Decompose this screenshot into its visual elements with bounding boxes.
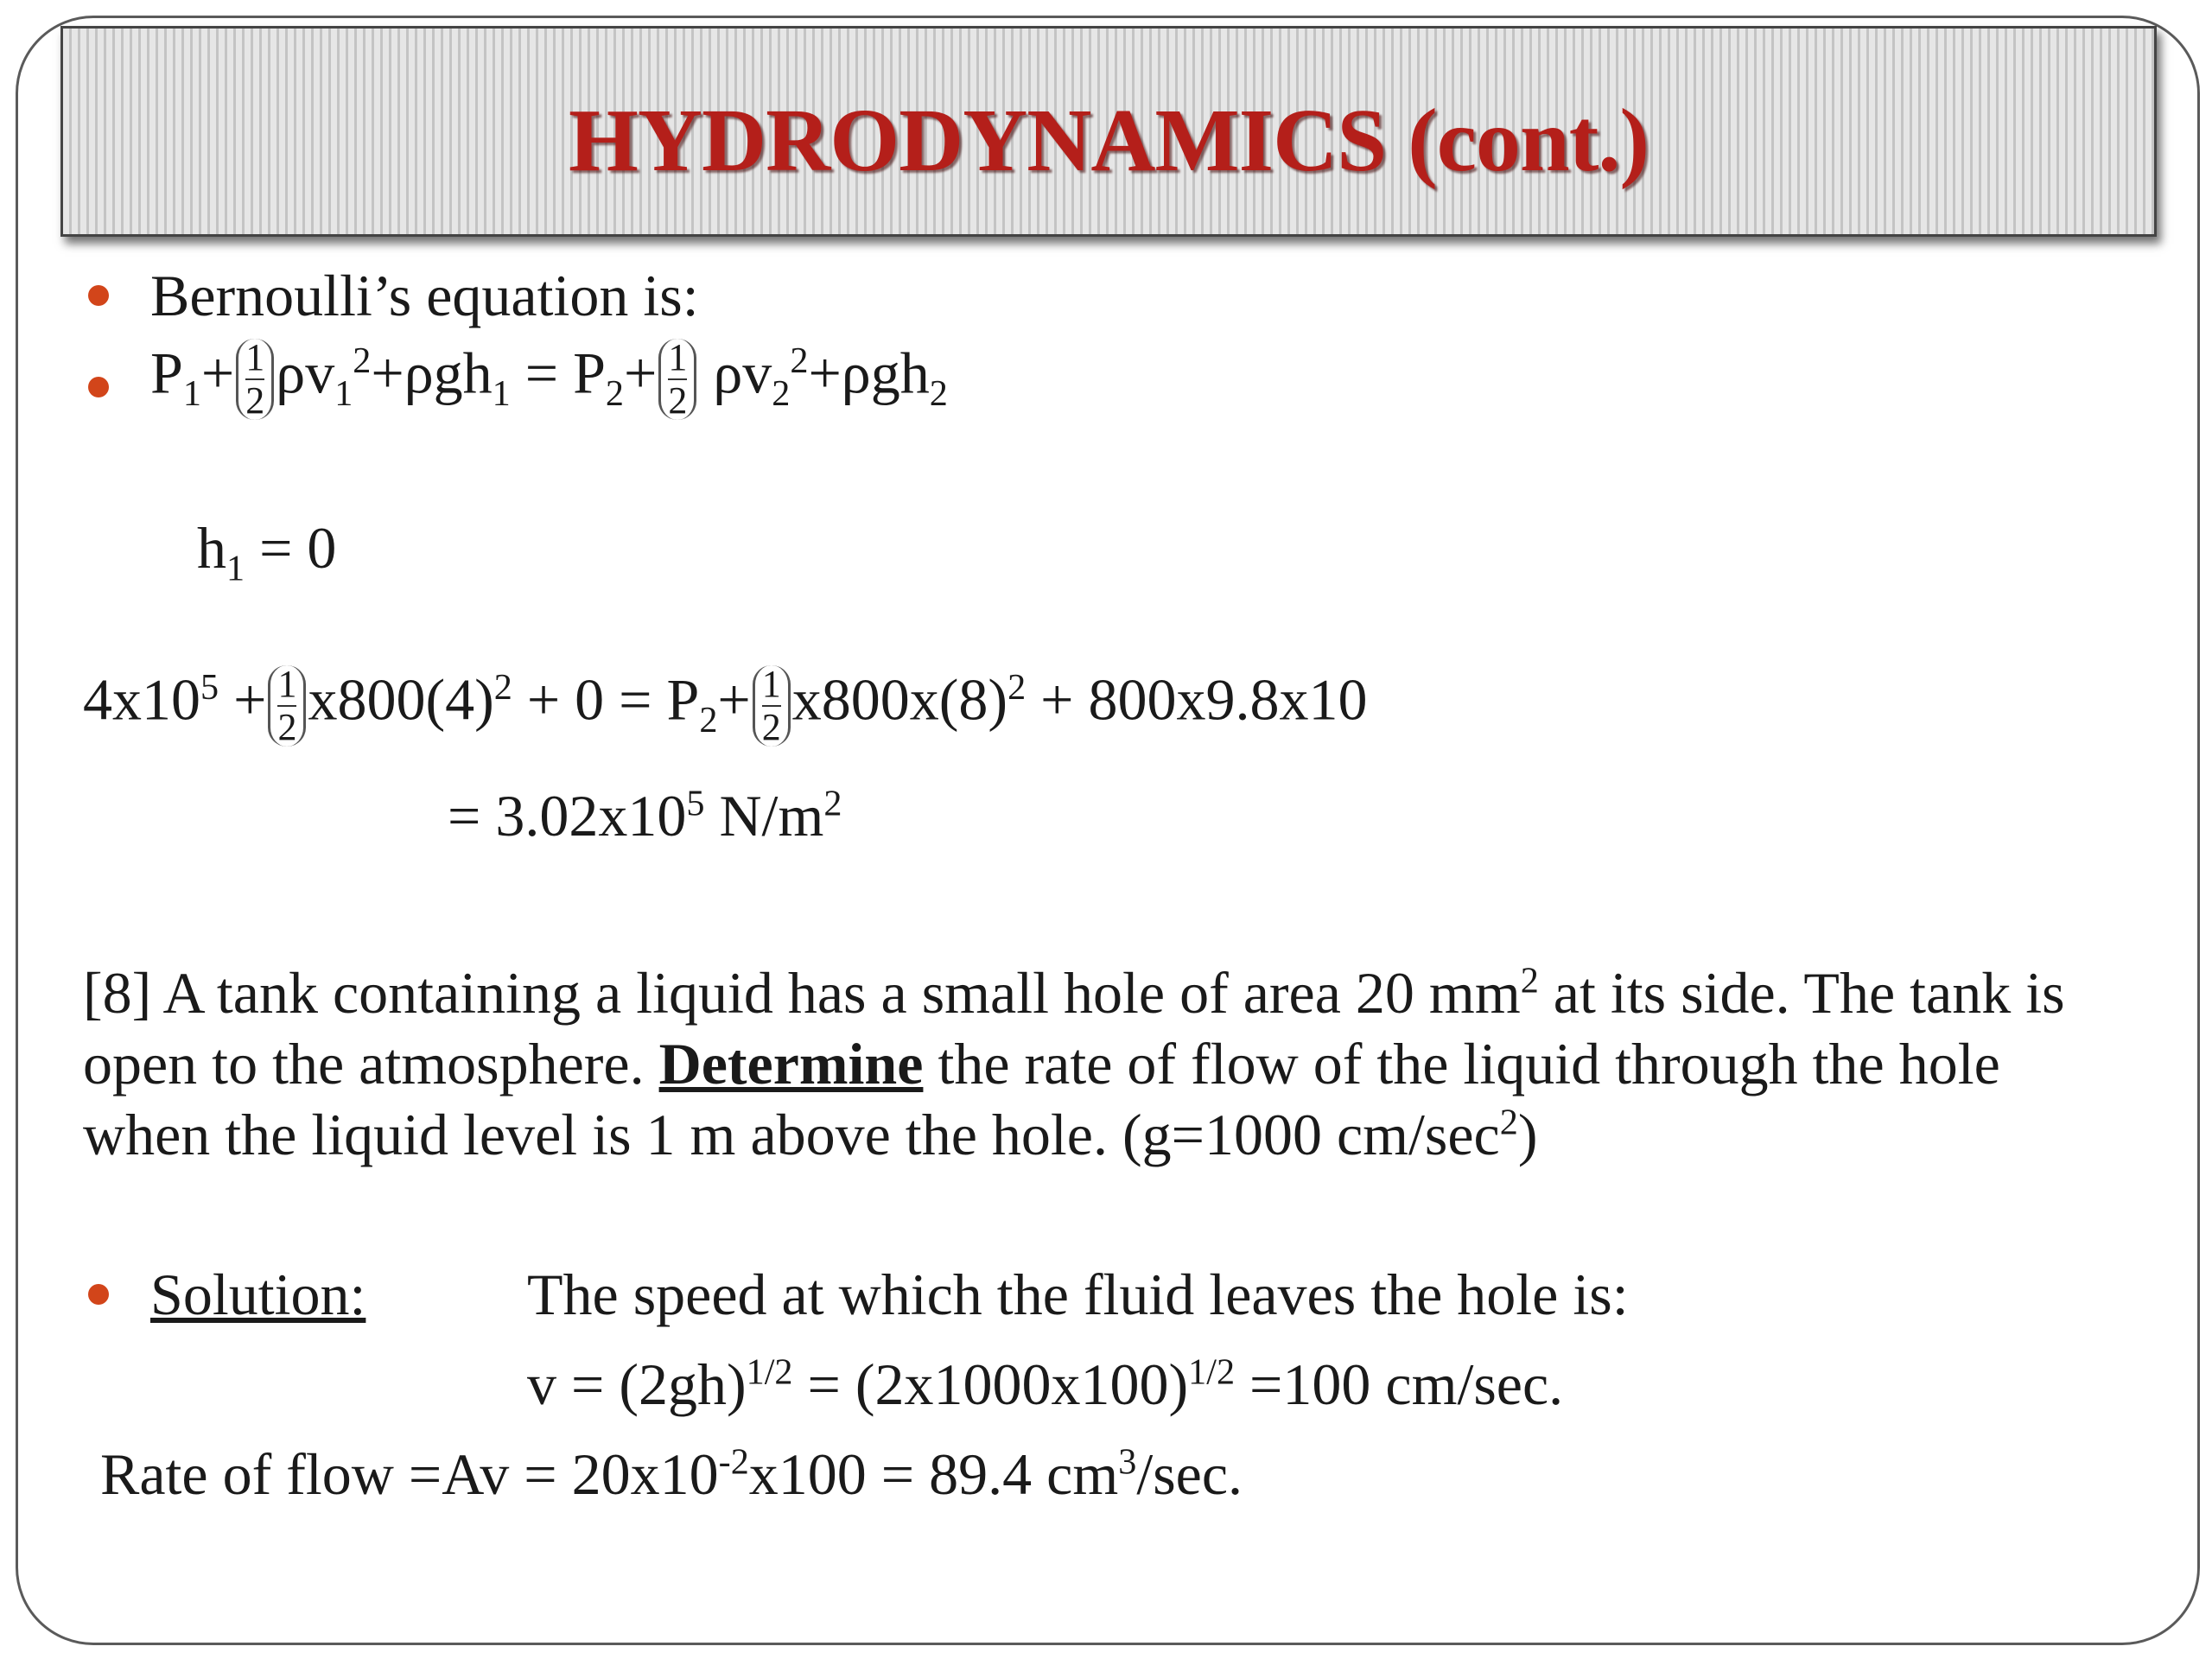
bullet-dot xyxy=(88,285,109,306)
fraction-half: $\frac{1}{2}$ xyxy=(658,339,696,420)
determine-keyword: Determine xyxy=(658,1031,924,1096)
solution-text: The speed at which the fluid leaves the hole is: xyxy=(527,1262,1629,1327)
fraction-half: $\frac{1}{2}$ xyxy=(268,665,306,747)
title-bar xyxy=(60,26,2157,237)
fraction-half: $\frac{1}{2}$ xyxy=(236,339,274,420)
speed-equation: $v = (2gh)^{1/2} = (2x1000x100)^{1/2} =100$ cm/sec. xyxy=(527,1351,1564,1417)
substitution-equation: $4x10^5$ + $\frac{1}{2}$ $x800(4)^2 + 0 = P_2+$ $\frac{1}{2}$ $x800x(8)^2 + 800x9.8x10$ xyxy=(83,663,1368,748)
pressure-result: = $3.02x10^5$ $N/m^2$ xyxy=(448,783,842,849)
h1-equation: $h_1 = 0$ xyxy=(197,515,337,589)
bernoulli-equation: $P_1+$ $\frac{1}{2}$ $\rho v_1^2+\rho gh_1 = P_2+$ $\frac{1}{2}$ $\rho v_2^2+\rho gh_2$ xyxy=(150,336,948,422)
bernoulli-intro: Bernoulli’s equation is: xyxy=(150,263,699,328)
fraction-half: $\frac{1}{2}$ xyxy=(753,665,791,747)
solution-label: Solution: xyxy=(150,1262,366,1327)
slide-title: HYDRODYNAMICS (cont.) xyxy=(568,90,1649,190)
problem-statement: [8] A tank containing a liquid has a small hole of area 20 $mm^2$ at its side. The tank is open to the atmosphere. Determine the rate of flow of the liquid through the hole when the liquid level is 1 m above the hole. (g=1000 $cm/\sec^2$) xyxy=(83,960,2065,1167)
bullet-dot xyxy=(88,377,109,397)
rate-of-flow-equation: Rate of flow $=Av = 20x10^{-2}x100 = 89.4$ $cm^3/\sec$. xyxy=(100,1441,1243,1507)
bullet-dot xyxy=(88,1284,109,1305)
